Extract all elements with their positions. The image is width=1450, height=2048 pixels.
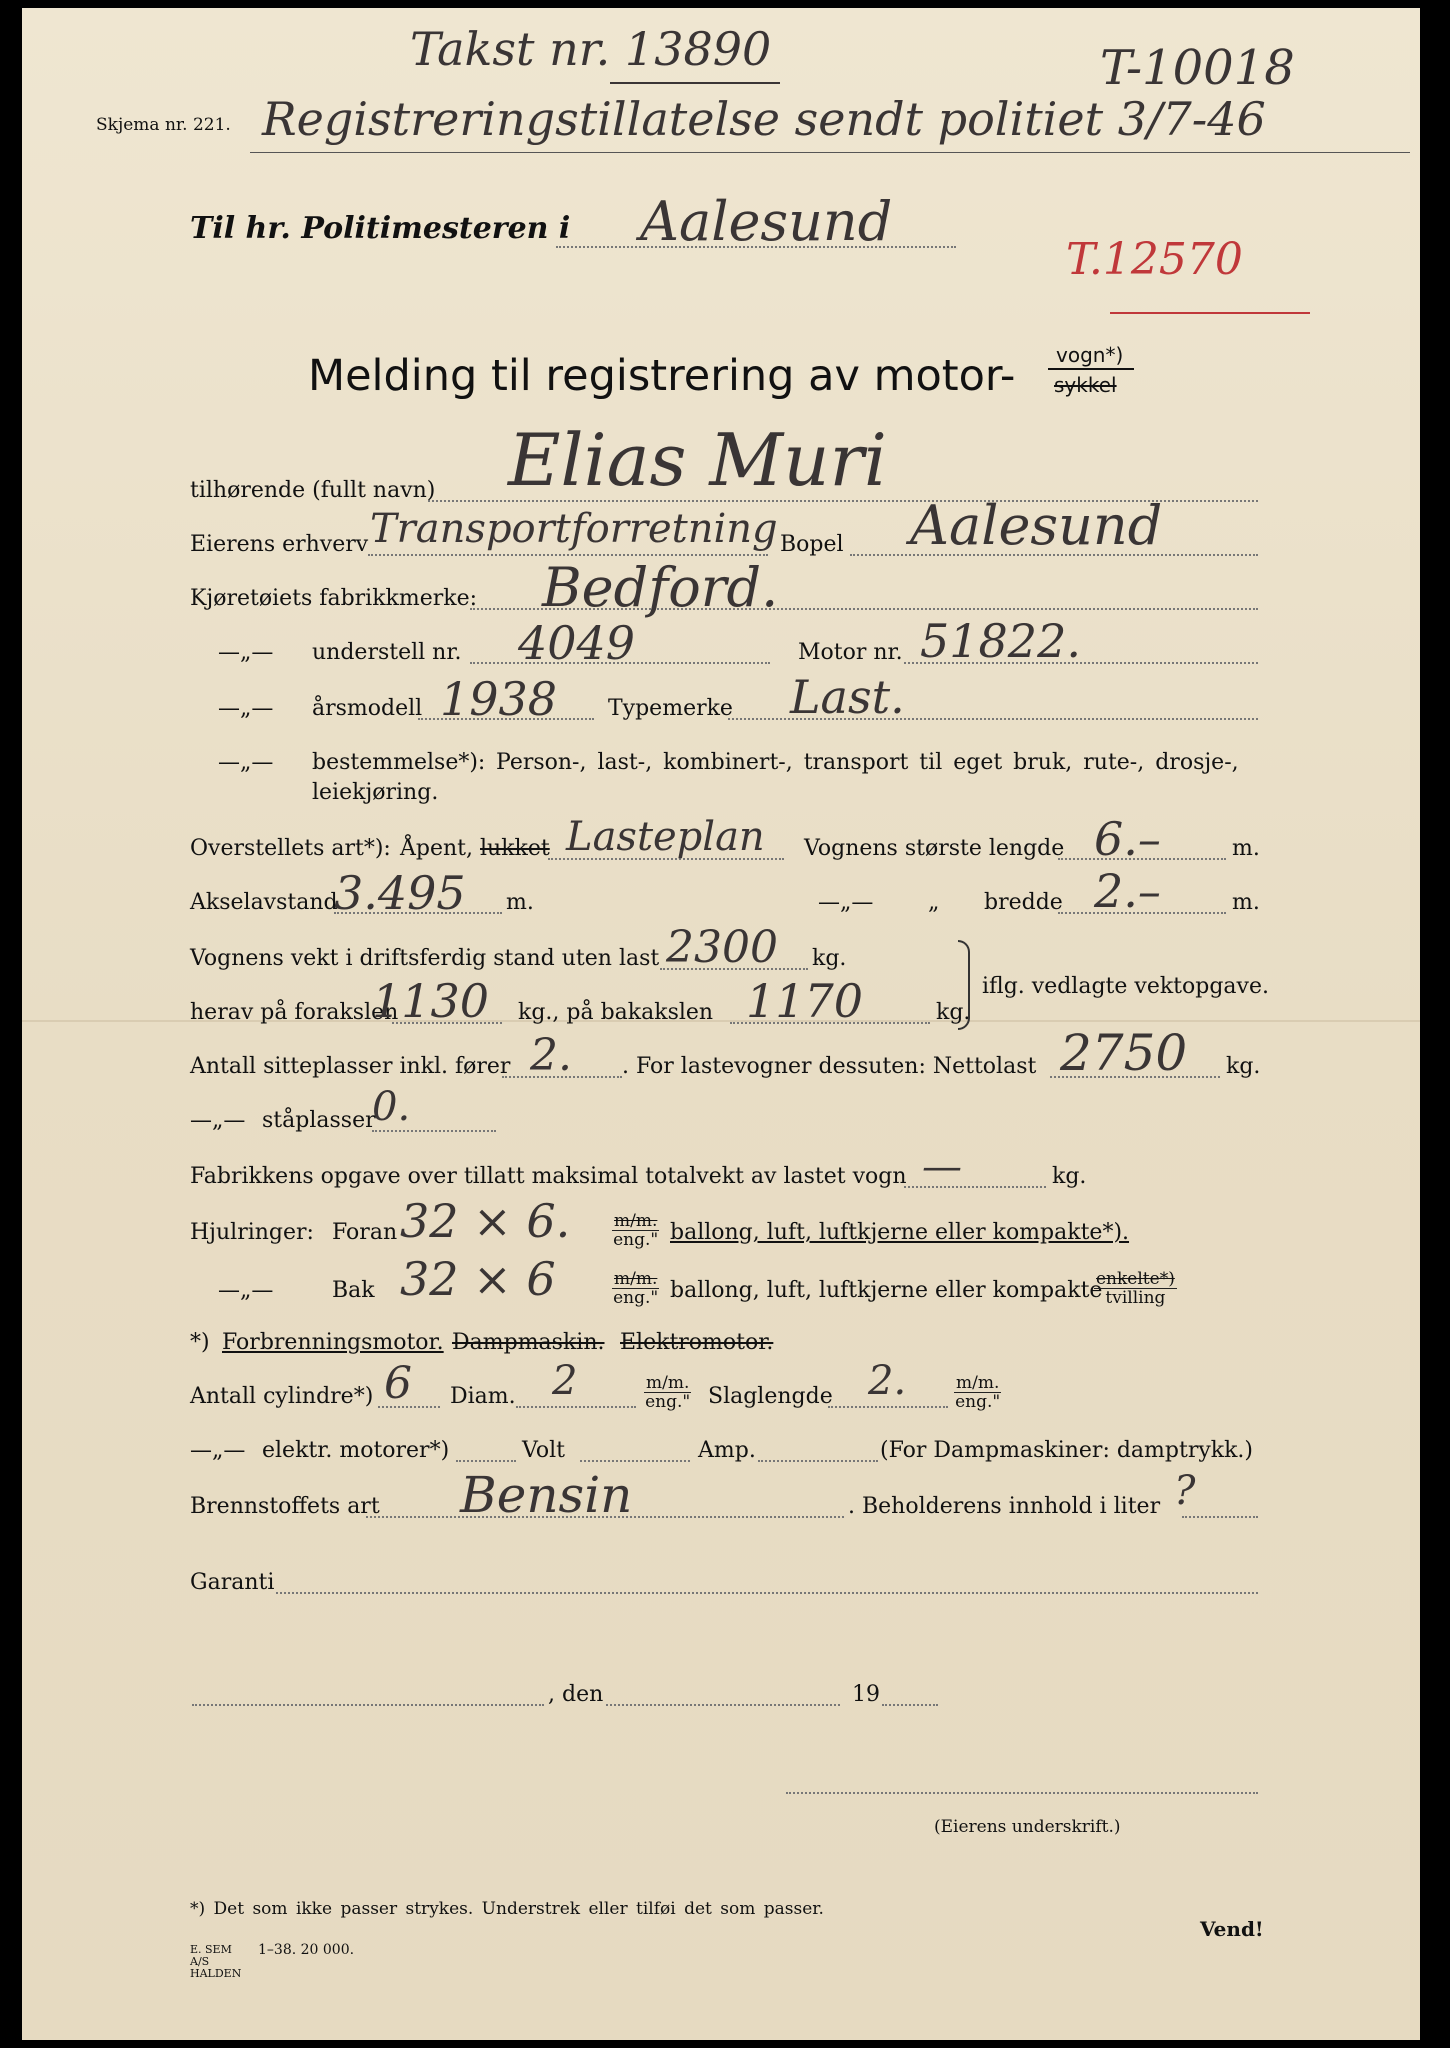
bopel-value: Aalesund: [910, 494, 1163, 557]
akselavstand-unit: m.: [506, 890, 534, 915]
red-reference: T.12570: [1066, 234, 1243, 285]
red-underline: [1110, 312, 1310, 314]
brennstoff-label: Brennstoffets art: [190, 1494, 380, 1519]
bak-label: Bak: [332, 1278, 375, 1303]
bakaksel-value: 1170: [746, 974, 864, 1028]
damp-note: (For Dampmaskiner: damptrykk.): [880, 1438, 1254, 1463]
frac-eng: eng.": [613, 1230, 659, 1250]
takst-underline: [610, 82, 780, 84]
bestemmelse-options: Person-, last-, kombinert-, transport til eget bruk, rute-, drosje-,: [496, 750, 1239, 775]
beholder-line: [1182, 1516, 1258, 1518]
understell-label: understell nr.: [312, 640, 462, 665]
diam-value: 2: [552, 1358, 578, 1404]
foraksel-value: 1130: [372, 974, 490, 1028]
foran-unit-fraction: [612, 1212, 659, 1249]
overstell-label: Overstellets art*):: [190, 836, 391, 861]
typemerke-label: Typemerke: [608, 696, 733, 721]
nettolast-unit: kg.: [1226, 1054, 1261, 1079]
frac-mm: m/m.: [614, 1211, 658, 1231]
staplasser-line: [372, 1130, 496, 1132]
maksvekt-label: Fabrikkens opgave over tillatt maksimal totalvekt av lastet vogn: [190, 1164, 907, 1189]
foraksel-label: herav på forakslen: [190, 1000, 399, 1025]
bak-tire-types: ballong, luft, luftkjerne eller kompakte: [670, 1278, 1103, 1303]
erhverv-value: Transportforretning: [370, 506, 778, 552]
owner-label: tilhørende (fullt navn): [190, 478, 436, 503]
elektr-line: [456, 1460, 516, 1462]
amp-line: [758, 1460, 878, 1462]
typemerke-value: Last.: [790, 670, 905, 724]
bredde-value: 2.–: [1094, 864, 1161, 918]
slaglengde-line: [828, 1406, 948, 1408]
forbrenningsmotor: Forbrenningsmotor.: [222, 1330, 444, 1355]
bestemmelse-label: bestemmelse*):: [312, 750, 486, 775]
ditto-mark: —„—: [218, 640, 274, 665]
motor-label: Motor nr.: [798, 640, 903, 665]
overstell-lukket: lukket: [480, 836, 550, 861]
frac-eng: eng.": [645, 1392, 691, 1412]
nettolast-value: 2750: [1060, 1024, 1188, 1082]
vekt-value: 2300: [666, 922, 778, 973]
maksvekt-unit: kg.: [1052, 1164, 1087, 1189]
elektr-label: elektr. motorer*): [262, 1438, 450, 1463]
hjul-label: Hjulringer:: [190, 1220, 314, 1245]
bopel-label: Bopel: [780, 532, 844, 557]
bakaksel-label: kg., på bakakslen: [518, 1000, 714, 1025]
maksvekt-value: —: [922, 1144, 962, 1190]
brennstoff-value: Bensin: [460, 1466, 633, 1524]
ditto-mark: —„—: [190, 1108, 246, 1133]
title-option-sykkel: sykkel: [1054, 373, 1117, 397]
slaglengde-label: Slaglengde: [708, 1384, 833, 1409]
akselavstand-label: Akselavstand: [190, 890, 338, 915]
fabrikkmerke-label: Kjøretøiets fabrikkmerke:: [190, 586, 478, 611]
bakaksel-unit: kg.: [936, 1000, 971, 1025]
slaglengde-unit-fraction: [954, 1374, 1001, 1411]
den-label: , den: [548, 1682, 604, 1707]
cylindre-value: 6: [384, 1358, 412, 1409]
sitteplasser-label: Antall sitteplasser inkl. fører: [190, 1054, 511, 1079]
overstell-value: Lasteplan: [566, 814, 765, 860]
ditto-mark: —„—: [190, 1438, 246, 1463]
vektopgave-note: iflg. vedlagte vektopgave.: [982, 974, 1269, 999]
staplasser-label: ståplasser: [262, 1108, 376, 1133]
beholder-value: ?: [1174, 1468, 1196, 1514]
amp-label: Amp.: [698, 1438, 756, 1463]
garanti-line: [276, 1592, 1258, 1594]
diam-label: Diam.: [450, 1384, 516, 1409]
elektromotor: Elektromotor.: [620, 1330, 774, 1355]
form-title: Melding til registrering av motor-: [308, 351, 1016, 401]
year-line: [882, 1704, 938, 1706]
vekt-label: Vognens vekt i driftsferdig stand uten last: [190, 946, 660, 971]
ditto-mark: —„—: [218, 1278, 274, 1303]
dampmaskin: Dampmaskin.: [452, 1330, 605, 1355]
takst-number: Takst nr. 13890: [410, 22, 772, 76]
frac-eng: eng.": [955, 1392, 1001, 1412]
arsmodell-label: årsmodell: [312, 696, 423, 721]
staplasser-value: 0.: [372, 1084, 411, 1130]
turn-over-note: Vend!: [1200, 1917, 1264, 1941]
owner-value: Elias Muri: [508, 418, 887, 502]
place-line: [192, 1704, 544, 1706]
recipient-label: Til hr. Politimesteren i: [190, 211, 571, 246]
title-option-vogn: vogn*): [1056, 343, 1124, 367]
tire-config-fraction: [1094, 1270, 1177, 1307]
printer-name: E. SEM A/S HALDEN: [190, 1943, 242, 1980]
city-value: Aalesund: [640, 190, 893, 253]
garanti-label: Garanti: [190, 1570, 275, 1595]
tvilling-option: tvilling: [1105, 1288, 1166, 1308]
arsmodell-value: 1938: [440, 672, 558, 726]
bak-unit-fraction: [612, 1270, 659, 1307]
print-code: 1–38. 20 000.: [258, 1942, 355, 1958]
bestemmelse-options-continued: leiekjøring.: [312, 780, 439, 805]
bredde-label: bredde: [984, 890, 1063, 915]
lengde-unit: m.: [1232, 836, 1260, 861]
overstell-apent: Åpent,: [400, 836, 473, 861]
foran-tire-types-text: ballong, luft, luftkjerne eller kompakte*).: [670, 1220, 1130, 1245]
fabrikkmerke-value: Bedford.: [542, 556, 779, 619]
frac-mm: m/m.: [646, 1373, 690, 1393]
slaglengde-value: 2.: [868, 1358, 907, 1404]
foran-label: Foran: [332, 1220, 398, 1245]
cylindre-label: Antall cylindre*): [190, 1384, 374, 1409]
foran-value: 32 × 6.: [400, 1194, 571, 1248]
frac-mm: m/m.: [614, 1269, 658, 1289]
volt-line: [580, 1460, 690, 1462]
frac-mm: m/m.: [956, 1373, 1000, 1393]
registration-note: Registreringstillatelse sendt politiet 3/7-46: [262, 92, 1266, 146]
skjema-number: Skjema nr. 221.: [96, 115, 231, 135]
reference-number: T-10018: [1100, 40, 1295, 96]
akselavstand-value: 3.495: [334, 866, 466, 920]
ditto-mark: —„—: [218, 750, 274, 775]
ditto-quote: „: [928, 890, 940, 915]
vekt-unit: kg.: [812, 946, 847, 971]
diam-unit-fraction: [644, 1374, 691, 1411]
signature-line: [786, 1792, 1258, 1794]
foran-tire-types: [670, 1220, 1129, 1246]
year-prefix: 19: [852, 1682, 880, 1707]
lengde-label: Vognens største lengde: [804, 836, 1065, 861]
title-fraction-bar: [1048, 368, 1134, 370]
ditto-mark: —„—: [218, 696, 274, 721]
frac-eng: eng.": [613, 1288, 659, 1308]
motor-value: 51822.: [920, 614, 1081, 668]
ditto-mark: —„—: [818, 890, 874, 915]
lengde-value: 6.–: [1094, 812, 1161, 866]
weight-bracket: [958, 940, 970, 1030]
bredde-unit: m.: [1232, 890, 1260, 915]
bak-value: 32 × 6: [400, 1252, 556, 1306]
date-line: [606, 1704, 840, 1706]
lastevogner-label: . For lastevogner dessuten: Nettolast: [622, 1054, 1037, 1079]
volt-label: Volt: [522, 1438, 565, 1463]
motortype-footnote-mark: *): [190, 1330, 210, 1355]
footnote: *) Det som ikke passer strykes. Understrek eller tilføi det som passer.: [190, 1899, 824, 1919]
signature-label: (Eierens underskrift.): [934, 1817, 1121, 1837]
header-rule: [250, 152, 1410, 153]
erhverv-label: Eierens erhverv: [190, 532, 369, 557]
sitteplasser-value: 2.: [530, 1030, 572, 1081]
understell-value: 4049: [518, 616, 636, 670]
beholder-label: . Beholderens innhold i liter: [848, 1494, 1161, 1519]
diam-line: [516, 1406, 636, 1408]
enkelte-option: enkelte*): [1096, 1269, 1175, 1289]
